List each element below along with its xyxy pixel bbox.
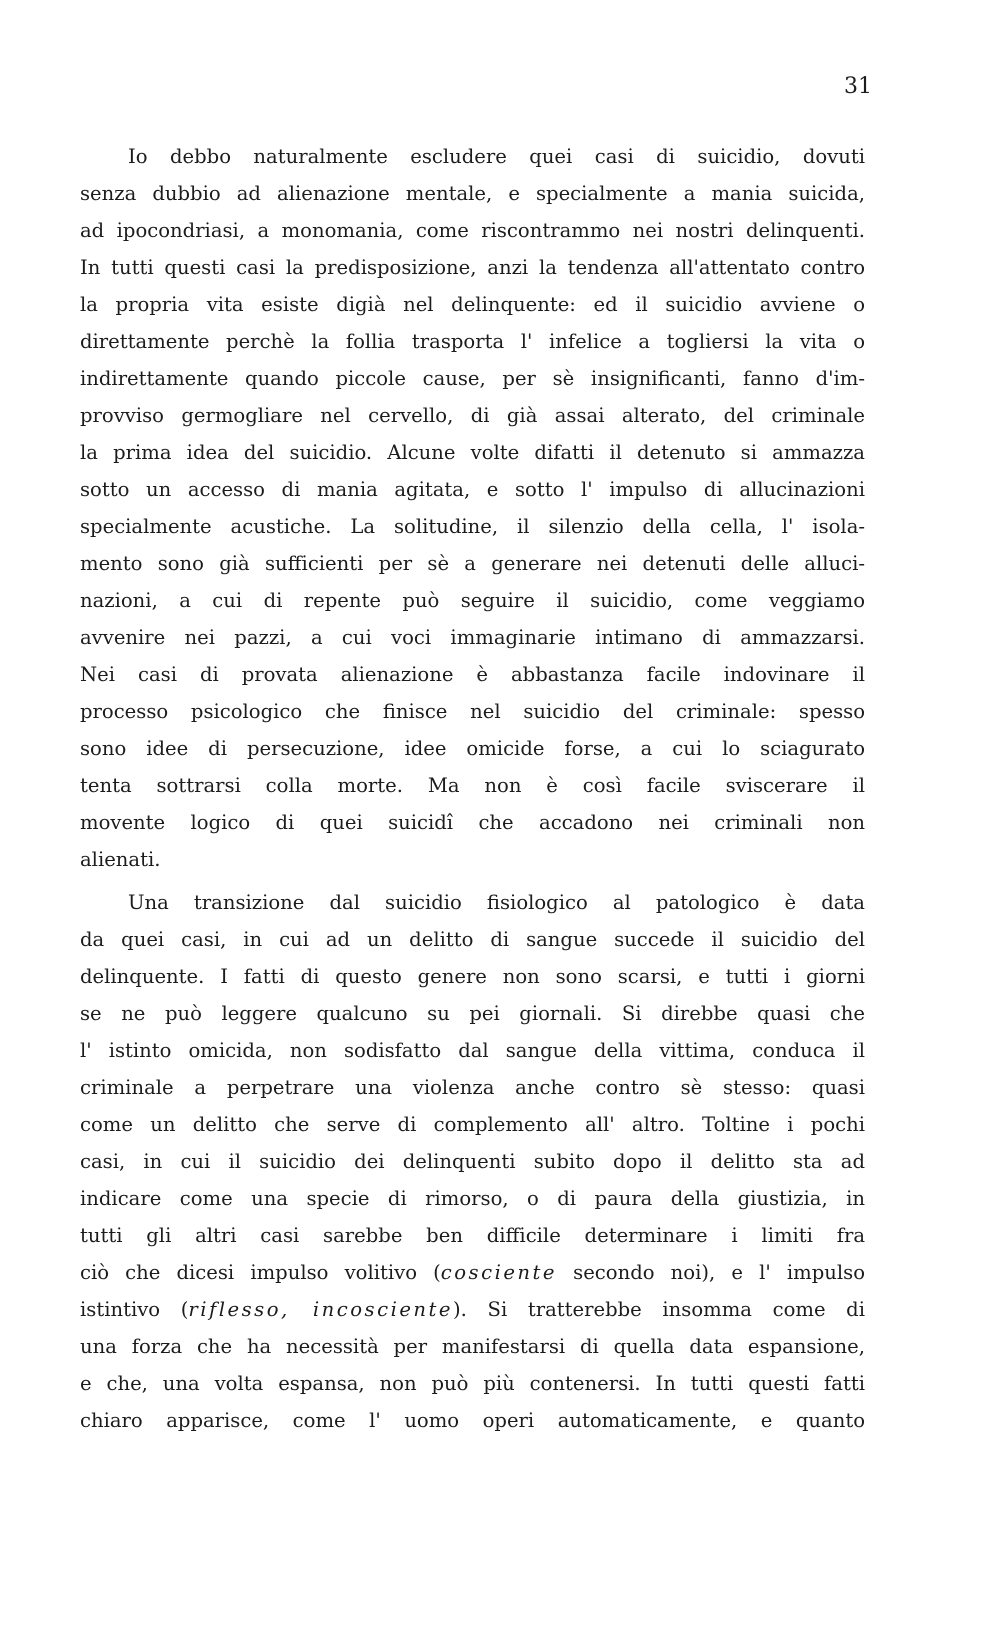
text-line: Io debbo naturalmente escludere quei casi di suicidio, dovuti [128,145,865,168]
text-line: criminale a perpetrare una violenza anche contro sè stesso: quasi [80,1076,865,1099]
text-line: la prima idea del suicidio. Alcune volte difatti il detenuto si ammazza [80,441,865,464]
text-line: specialmente acustiche. La solitudine, il silenzio della cella, l' isola- [80,515,865,538]
text-line: indicare come una specie di rimorso, o di paura della giustizia, in [80,1187,865,1210]
text-line: e che, una volta espansa, non può più contenersi. In tutti questi fatti [80,1372,865,1395]
text-segment: ). Si tratterebbe insomma come di [453,1298,865,1321]
page-number: 31 [844,74,872,99]
paragraph-1 [80,138,865,878]
text-line: chiaro apparisce, come l' uomo operi automaticamente, e quanto [80,1409,865,1432]
spaced-term: riflesso, incosciente [188,1298,454,1321]
text-line: tenta sottrarsi colla morte. Ma non è così facile sviscerare il [80,774,865,797]
text-line: nazioni, a cui di repente può seguire il suicidio, come veggiamo [80,589,865,612]
text-line [80,1291,865,1328]
text-line: come un delitto che serve di complemento all' altro. Toltine i pochi [80,1113,865,1136]
text-line: direttamente perchè la follia trasporta l' infelice a togliersi la vita o [80,330,865,353]
text-line: ad ipocondriasi, a monomania, come riscontrammo nei nostri delinquenti. [80,219,865,242]
text-line [80,1254,865,1291]
text-line: Nei casi di provata alienazione è abbastanza facile indovinare il [80,663,865,686]
text-line: la propria vita esiste digià nel delinquente: ed il suicidio avviene o [80,293,865,316]
text-line: Una transizione dal suicidio fisiologico al patologico è data [128,891,865,914]
text-line: processo psicologico che finisce nel suicidio del criminale: spesso [80,700,865,723]
text-line: In tutti questi casi la predisposizione, anzi la tendenza all'attentato contro [80,256,865,279]
text-line: senza dubbio ad alienazione mentale, e specialmente a mania suicida, [80,182,865,205]
text-line: alienati. [80,848,161,871]
text-line: movente logico di quei suicidî che accadono nei criminali non [80,811,865,834]
paragraph-2 [80,884,865,1439]
text-line: tutti gli altri casi sarebbe ben difficile determinare i limiti fra [80,1224,865,1247]
spaced-term: cosciente [440,1261,558,1284]
text-line: delinquente. I fatti di questo genere non sono scarsi, e tutti i giorni [80,965,865,988]
text-line: se ne può leggere qualcuno su pei giornali. Si direbbe quasi che [80,1002,865,1025]
text-line: sotto un accesso di mania agitata, e sotto l' impulso di allucinazioni [80,478,865,501]
text-line: da quei casi, in cui ad un delitto di sangue succede il suicidio del [80,928,865,951]
text-segment: istintivo ( [80,1298,189,1321]
text-line: una forza che ha necessità per manifestarsi di quella data espansione, [80,1335,865,1358]
text-line: mento sono già sufficienti per sè a generare nei detenuti delle alluci- [80,552,865,575]
text-segment: secondo noi), e l' impulso [557,1261,865,1284]
text-line: sono idee di persecuzione, idee omicide forse, a cui lo sciagurato [80,737,865,760]
text-segment: ciò che dicesi impulso volitivo ( [80,1261,441,1284]
text-line: avvenire nei pazzi, a cui voci immaginarie intimano di ammazzarsi. [80,626,865,649]
text-line: casi, in cui il suicidio dei delinquenti subito dopo il delitto sta ad [80,1150,865,1173]
text-line: provviso germogliare nel cervello, di già assai alterato, del criminale [80,404,865,427]
text-line: indirettamente quando piccole cause, per sè insignificanti, fanno d'im- [80,367,865,390]
text-line: l' istinto omicida, non sodisfatto dal sangue della vittima, conduca il [80,1039,865,1062]
